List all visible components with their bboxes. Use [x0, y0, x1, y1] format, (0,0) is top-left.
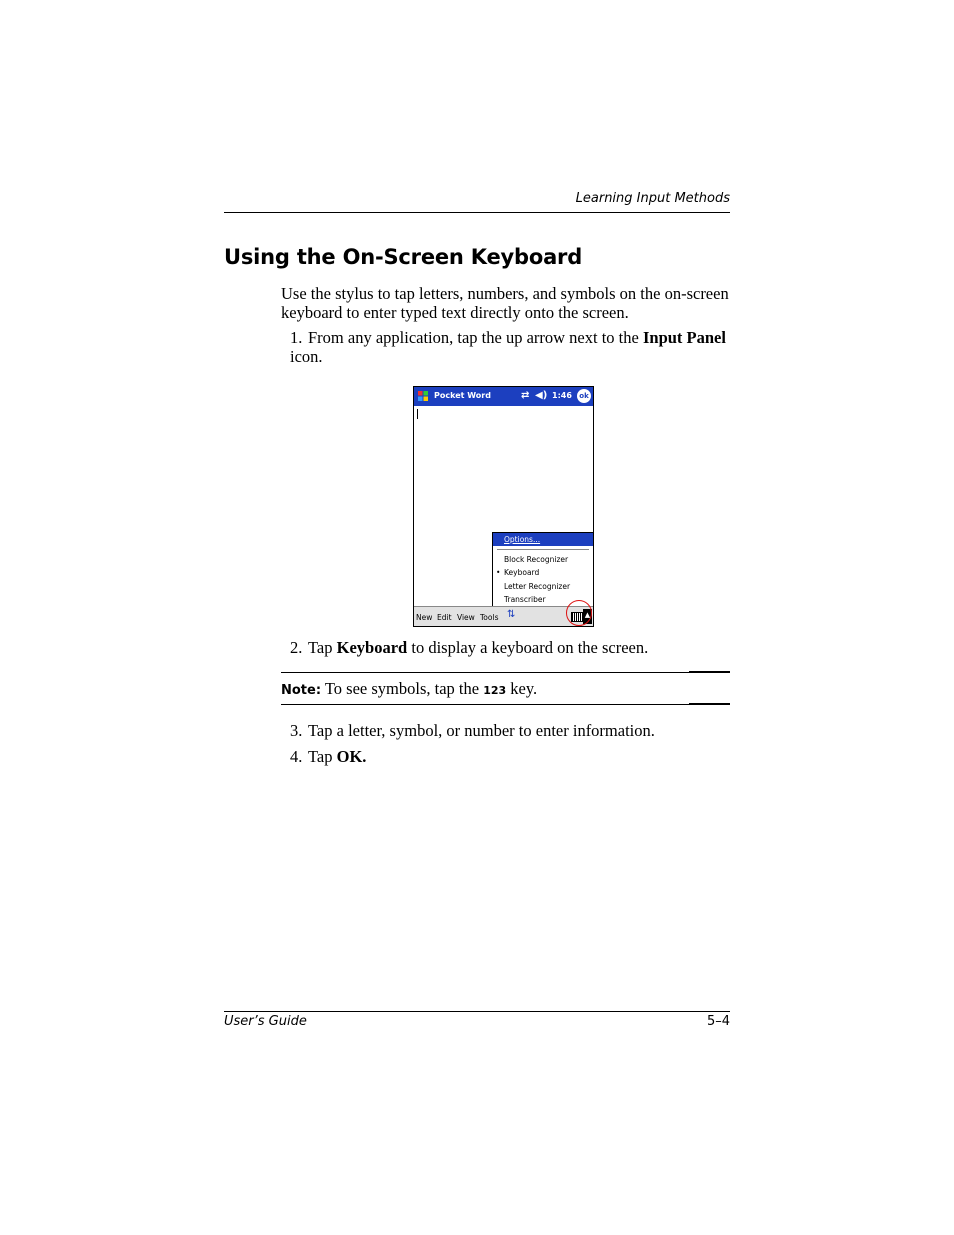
highlight-circle — [566, 600, 592, 626]
clock[interactable]: 1:46 — [552, 391, 572, 400]
step-number: 1. — [290, 328, 303, 347]
step-1 — [290, 328, 730, 366]
step-text: Tap — [308, 747, 337, 766]
step-text: Tap — [308, 638, 337, 657]
connectivity-icon[interactable]: ⇄ — [521, 390, 530, 401]
up-arrow-icon[interactable]: ▲ — [583, 609, 592, 624]
menu-view[interactable]: View — [457, 613, 475, 622]
intro-paragraph: Use the stylus to tap letters, numbers, and symbols on the on-screen keyboard to enter typed text directly onto the screen. — [281, 284, 729, 322]
title-bar — [414, 387, 593, 406]
note-text-after: key. — [506, 679, 538, 698]
ok-button[interactable]: ok — [577, 389, 591, 403]
page-title: Using the On-Screen Keyboard — [224, 245, 583, 269]
menu-item-options[interactable]: Options... — [493, 533, 594, 546]
step-2 — [290, 638, 730, 657]
menu-tools[interactable]: Tools — [480, 613, 499, 622]
note-bottom-rule — [281, 704, 730, 705]
step-number: 2. — [290, 638, 303, 657]
menu-item-block-recognizer[interactable]: Block Recognizer — [504, 555, 569, 564]
volume-icon[interactable]: ◀) — [535, 390, 548, 401]
menu-item-keyboard[interactable]: Keyboard — [504, 568, 540, 577]
text-cursor — [417, 409, 418, 419]
step-bold: OK. — [336, 747, 367, 766]
note-key: 123 — [483, 684, 507, 697]
step-4 — [290, 747, 730, 766]
footer-rule — [224, 1011, 730, 1012]
menu-new[interactable]: New — [416, 613, 433, 622]
note — [281, 679, 730, 700]
step-text: Tap a letter, symbol, or number to enter information. — [308, 721, 655, 740]
menu-separator — [497, 549, 589, 550]
page-number: 5–4 — [706, 1014, 730, 1029]
menu-item-letter-recognizer[interactable]: Letter Recognizer — [504, 582, 571, 591]
note-text: To see symbols, tap the — [321, 679, 484, 698]
step-text-after: icon. — [290, 347, 323, 366]
footer-guide-title: User’s Guide — [224, 1014, 307, 1029]
windows-start-icon[interactable] — [416, 389, 430, 403]
header-rule — [224, 212, 730, 213]
selected-bullet-icon: • — [496, 568, 501, 577]
input-panel-menu — [492, 532, 594, 606]
step-text-after: to display a keyboard on the screen. — [407, 638, 649, 657]
step-text: From any application, tap the up arrow next to the — [308, 328, 643, 347]
pocket-pc-screenshot — [413, 386, 594, 627]
step-number: 4. — [290, 747, 303, 766]
step-number: 3. — [290, 721, 303, 740]
note-label: Note: — [281, 683, 322, 698]
menu-edit[interactable]: Edit — [437, 613, 452, 622]
note-top-rule — [281, 672, 730, 673]
app-title: Pocket Word — [434, 391, 491, 400]
sync-icon[interactable]: ⇅ — [507, 609, 516, 620]
step-bold: Keyboard — [336, 638, 408, 657]
step-3 — [290, 721, 730, 740]
running-header: Learning Input Methods — [575, 191, 730, 206]
menu-item-transcriber[interactable]: Transcriber — [504, 595, 546, 604]
step-bold: Input Panel — [642, 328, 726, 347]
